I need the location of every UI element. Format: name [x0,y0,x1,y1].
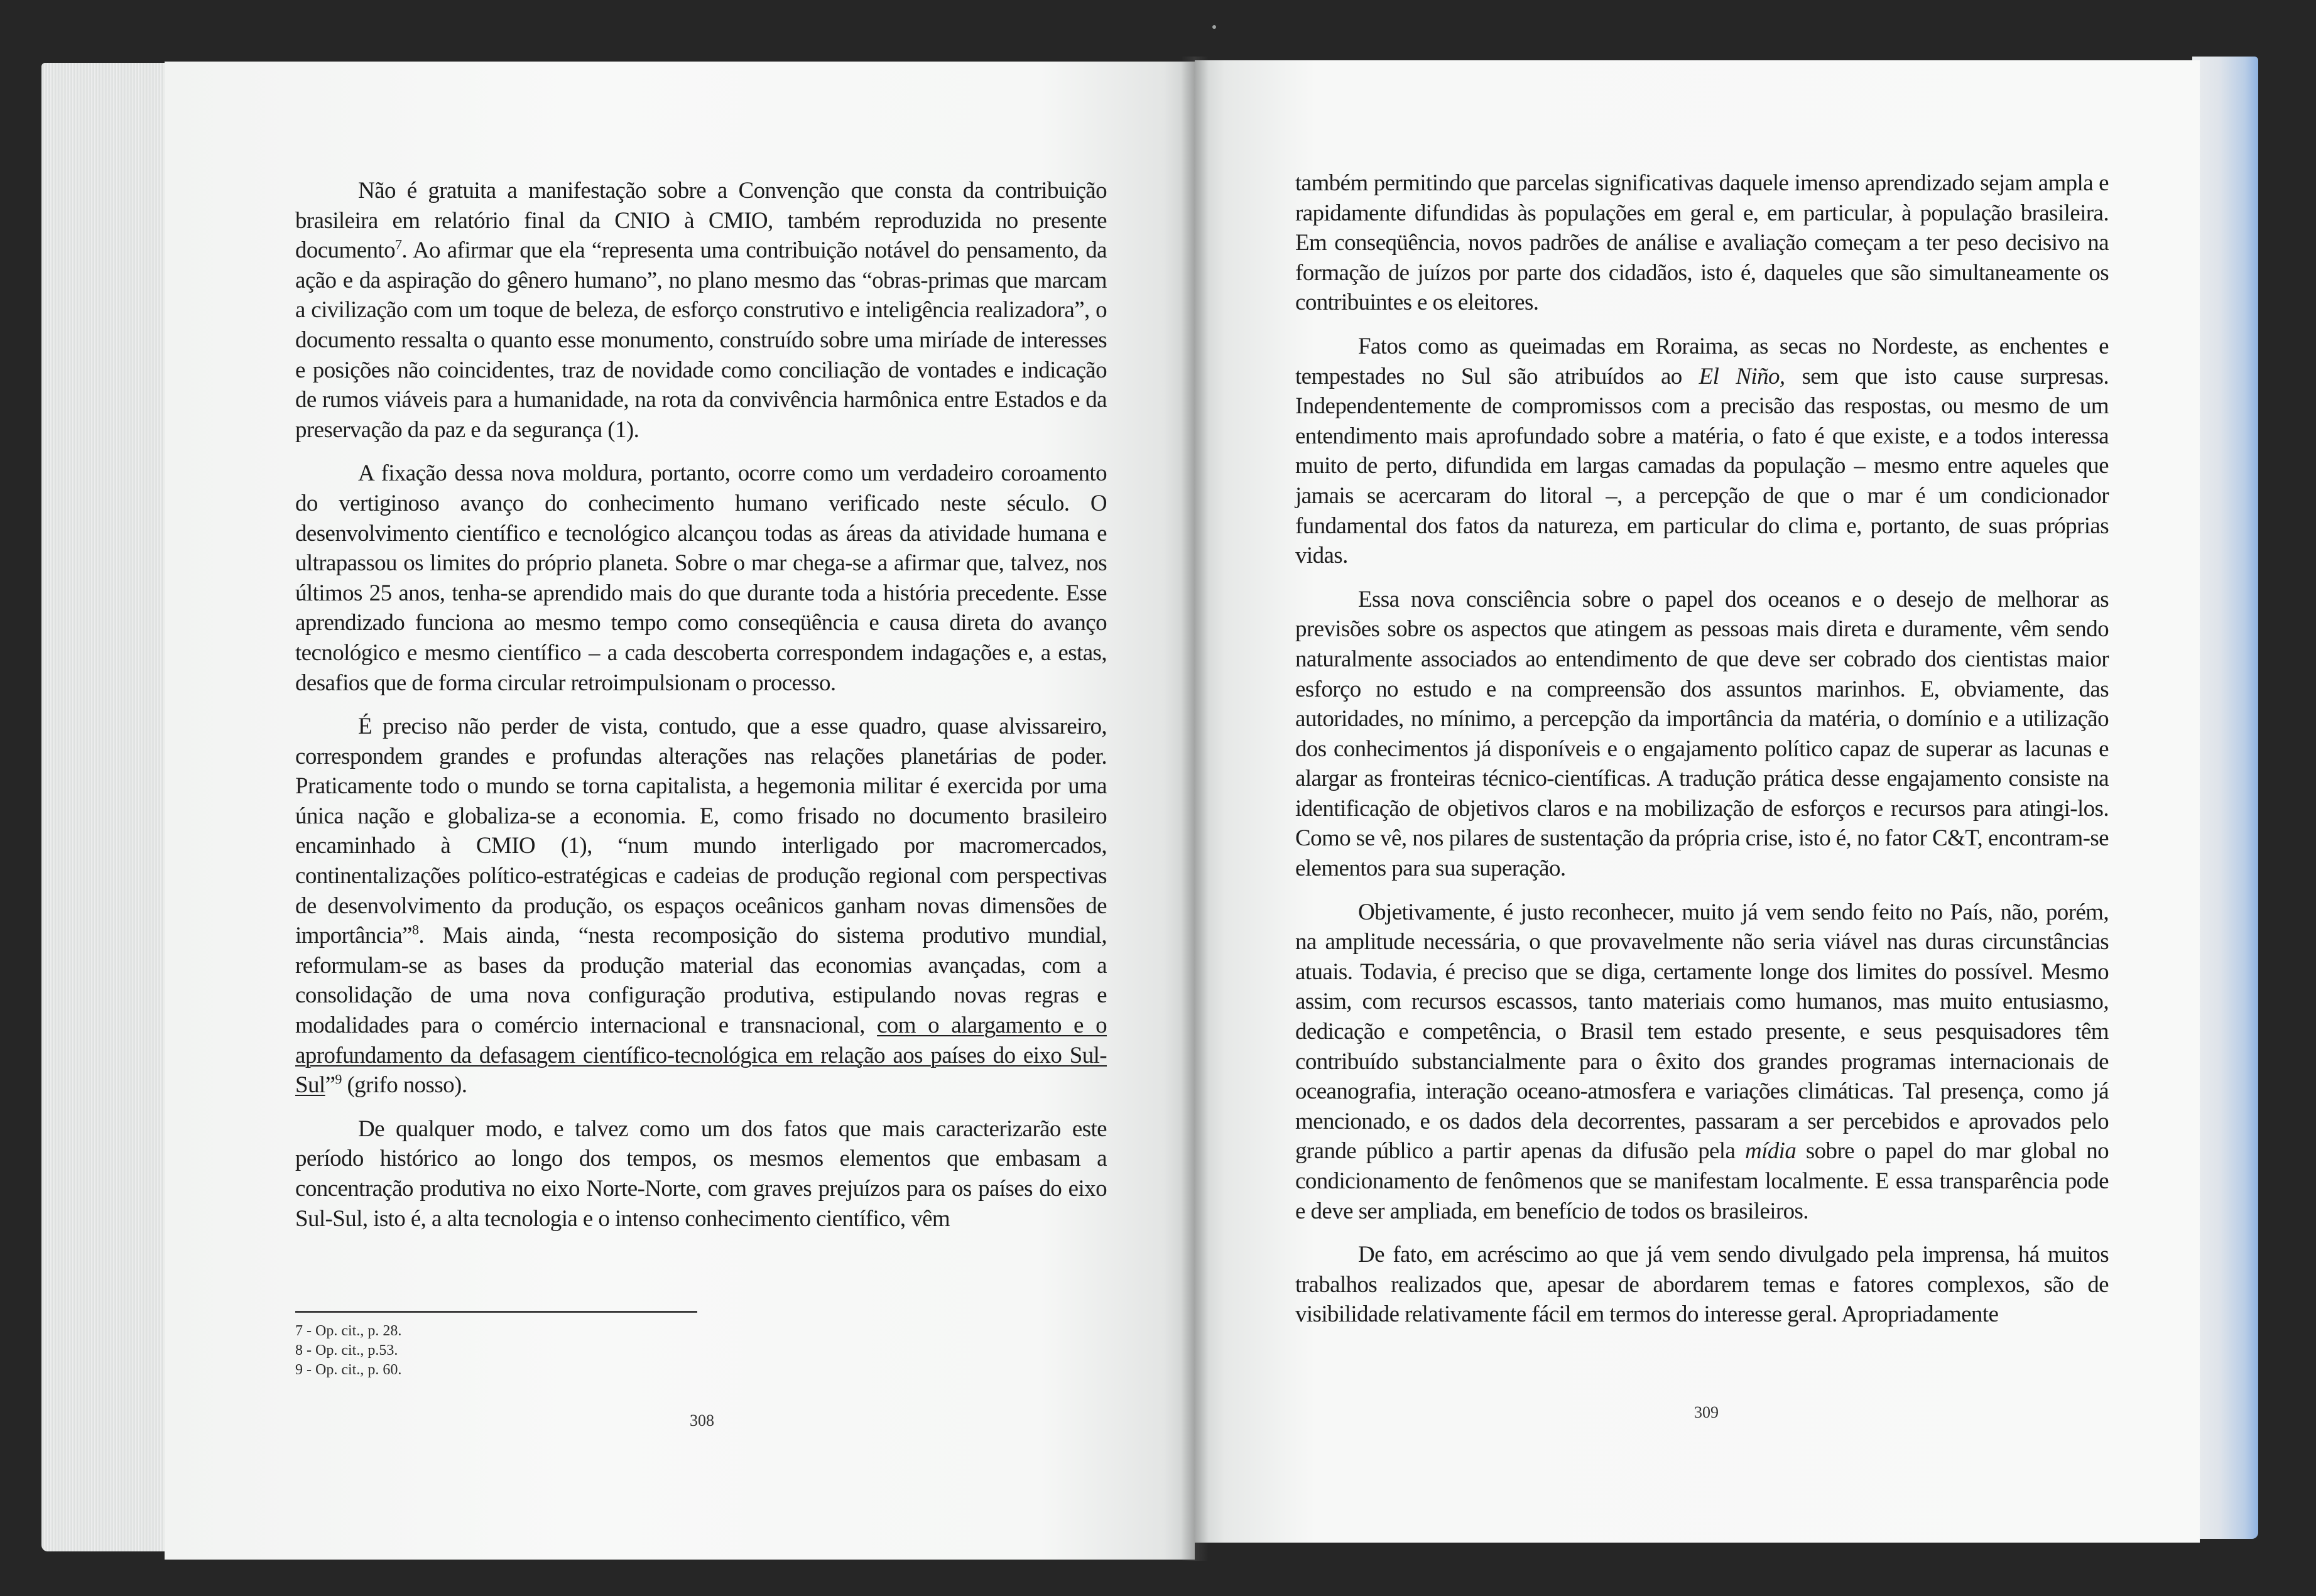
text-run: . Mais ainda, “nesta recomposição do sistema produtivo mundial, reformulam-se as bases da produção material das economias avançadas, com a consolidação de uma nova configuração produtiva, estipulando novas regras e modalidades para o comércio internacional e transnacional, [295,923,1107,1039]
text-run: Não é gratuita a manifestação sobre a Convenção que consta da contribuição brasileira em relatório final da CNIO à CMIO, também reproduzida no presente documento [295,178,1107,264]
paragraph [295,1114,1107,1234]
footnote-ref: 9 [335,1071,342,1087]
text-run: É preciso não perder de vista, contudo, que a esse quadro, quase alvissareiro, correspondem grandes e profundas alterações nas relações planetárias de poder. Praticamente todo o mundo se torna capitalista, a hegemonia militar é exercida por uma única nação e globaliza-se a economia. E, como frisado no documento brasileiro encaminhado à CMIO (1), “num mundo interligado por macromercados, continentalizações político-estratégicas e cadeias de produção regional com perspectivas de desenvolvimento da produção, os espaços oceânicos ganham novas dimensões de importância” [295,714,1107,949]
underlined-text: com o alargamento e o aprofundamento da defasagem científico-tecnológica em relação aos países do eixo Sul-Sul [295,1012,1107,1099]
text-run: Objetivamente, é justo reconhecer, muito já vem sendo feito no País, não, porém, na amplitude necessária, o que provavelmente não seria viável nas duras circunstâncias atuais. Todavia, é preciso que se diga, certamente longe dos limites do possível. Mesmo assim, com recursos escassos, tanto materiais como humanos, mas muito entusiasmo, dedicação e competência, o Brasil tem estado presente, e seus pesquisadores têm contribuído substancialmente para o êxito dos grandes programas internacionais de oceanografia, interação oceano-atmosfera e variações climáticas. Tal presença, como já mencionado, e os dados dela decorrentes, passaram a ser percebidos e aprovados pelo grande público a partir apenas da difusão pela [1295,899,2109,1164]
scan-speck [1212,25,1216,29]
text-run: sobre o papel do mar global no condicionamento de fenômenos que se manifestam localmente. E essa transparência pode e deve ser ampliada, em benefício de todos os brasileiros. [1295,1138,2109,1224]
paragraph [295,459,1107,698]
text-run: Essa nova consciência sobre o papel dos oceanos e o desejo de melhorar as previsões sobre os aspectos que atingem as pessoas mais direta e duramente, vêm sendo naturalmente associados ao entendimento de que deve ser cobrado dos cientistas maior esforço no estudo e na compreensão dos assuntos marinhos. E, obviamente, das autoridades, no mínimo, a percepção da importância da matéria, o domínio e a utilização dos conhecimentos já disponíveis e o engajamento político capaz de superar as lacunas e alargar as fronteiras técnico-científicas. A tradução prática desse engajamento consiste na identificação de objetivos claros e na mobilização de esforços e recursos para atingi-los. Como se vê, nos pilares de sustentação da própria crise, isto é, no fator C&T, encontram-se elementos para sua superação. [1295,586,2109,882]
text-run: também permitindo que parcelas significativas daquele imenso aprendizado sejam ampla e rapidamente difundidas às populações em geral e, em particular, à população brasileira. Em conseqüência, novos padrões de análise e avaliação começam a ter peso decisivo na formação de juízos por parte dos cidadãos, isto é, daqueles que são simultaneamente os contribuintes e os eleitores. [1295,170,2109,316]
text-run: . Ao afirmar que ela “representa uma contribuição notável do pensamento, da ação e da aspiração do gênero humano”, no plano mesmo das “obras-primas que marcam a civilização com um toque de beleza, de esforço construtivo e inteligência realizadora”, o documento ressalta o quanto esse monumento, construído sobre uma miríade de interesses e posições não coincidentes, traz de novidade como conciliação de vontades e indicação de rumos viáveis para a humanidade, na rota da convivência harmônica entre Estados e da preservação da paz e da segurança (1). [295,237,1107,443]
paragraph [1295,585,2109,884]
paragraph [1295,332,2109,571]
book-gutter [1181,57,1209,1561]
text-run: (grifo nosso). [341,1072,467,1099]
left-page-body [295,176,1107,1247]
page-stack-right [2192,57,2258,1539]
text-run: De qualquer modo, e talvez como um dos fatos que mais caracterizarão este período histórico ao longo dos tempos, os mesmos elementos que embasam a concentração produtiva no eixo Norte-Norte, com graves prejuízos para os países do eixo Sul-Sul, isto é, a alta tecnologia e o intenso conhecimento científico, vêm [295,1116,1107,1232]
footnote-rule [295,1311,697,1313]
text-run: ” [325,1072,335,1099]
text-run: De fato, em acréscimo ao que já vem sendo divulgado pela imprensa, há muitos trabalhos realizados que, apesar de abordarem temas e fatores complexos, são de visibilidade relativamente fácil em termos do interesse geral. Apropriadamente [1295,1242,2109,1328]
paragraph [1295,1240,2109,1330]
text-run: sem que isto cause surpresas. Independentemente de compromissos com a precisão das respostas, ou mesmo de um entendimento mais aprofundado sobre a matéria, o fato é que existe, e a todos interessa muito de perto, difundida em largas camadas da população – mesmo entre aqueles que jamais se acercaram do litoral –, a percepção de que o mar é um condicionador fundamental dos fatos da natureza, em particular do clima e, portanto, de suas próprias vidas. [1295,363,2109,569]
paragraph [295,176,1107,445]
text-run: A fixação dessa nova moldura, portanto, ocorre como um verdadeiro coroamento do vertiginoso avanço do conhecimento humano verificado neste século. O desenvolvimento científico e tecnológico alcançou todas as áreas da atividade humana e ultrapassou os limites do próprio planeta. Sobre o mar chega-se a afirmar que, talvez, nos últimos 25 anos, tenha-se aprendido mais do que durante toda a história precedente. Esse aprendizado funciona ao mesmo tempo como conseqüência e causa direta do avanço tecnológico e mesmo científico – a cada descoberta correspondem indagações e, a estas, desafios que de forma circular retroimpulsionam o processo. [295,460,1107,696]
page-number-right: 309 [1694,1403,1719,1421]
footnote-9: 9 - Op. cit., p. 60. [295,1362,402,1378]
page-number-left: 308 [690,1411,714,1430]
text-run: Fatos como as queimadas em Roraima, as secas no Nordeste, as enchentes e tempestades no Sul são atribuídos ao [1295,333,2109,389]
text-run: El Niño, [1699,363,1785,389]
footnotes [295,1322,735,1380]
paragraph [295,712,1107,1100]
paragraph [1295,898,2109,1227]
paragraph [1295,168,2109,318]
text-run: mídia [1744,1138,1797,1164]
page-stack-left [41,63,167,1551]
footnote-8: 8 - Op. cit., p.53. [295,1342,398,1359]
footnote-ref: 7 [395,236,402,252]
footnote-ref: 8 [411,921,419,938]
footnote-7: 7 - Op. cit., p. 28. [295,1323,402,1339]
right-page-body [1295,168,2109,1344]
